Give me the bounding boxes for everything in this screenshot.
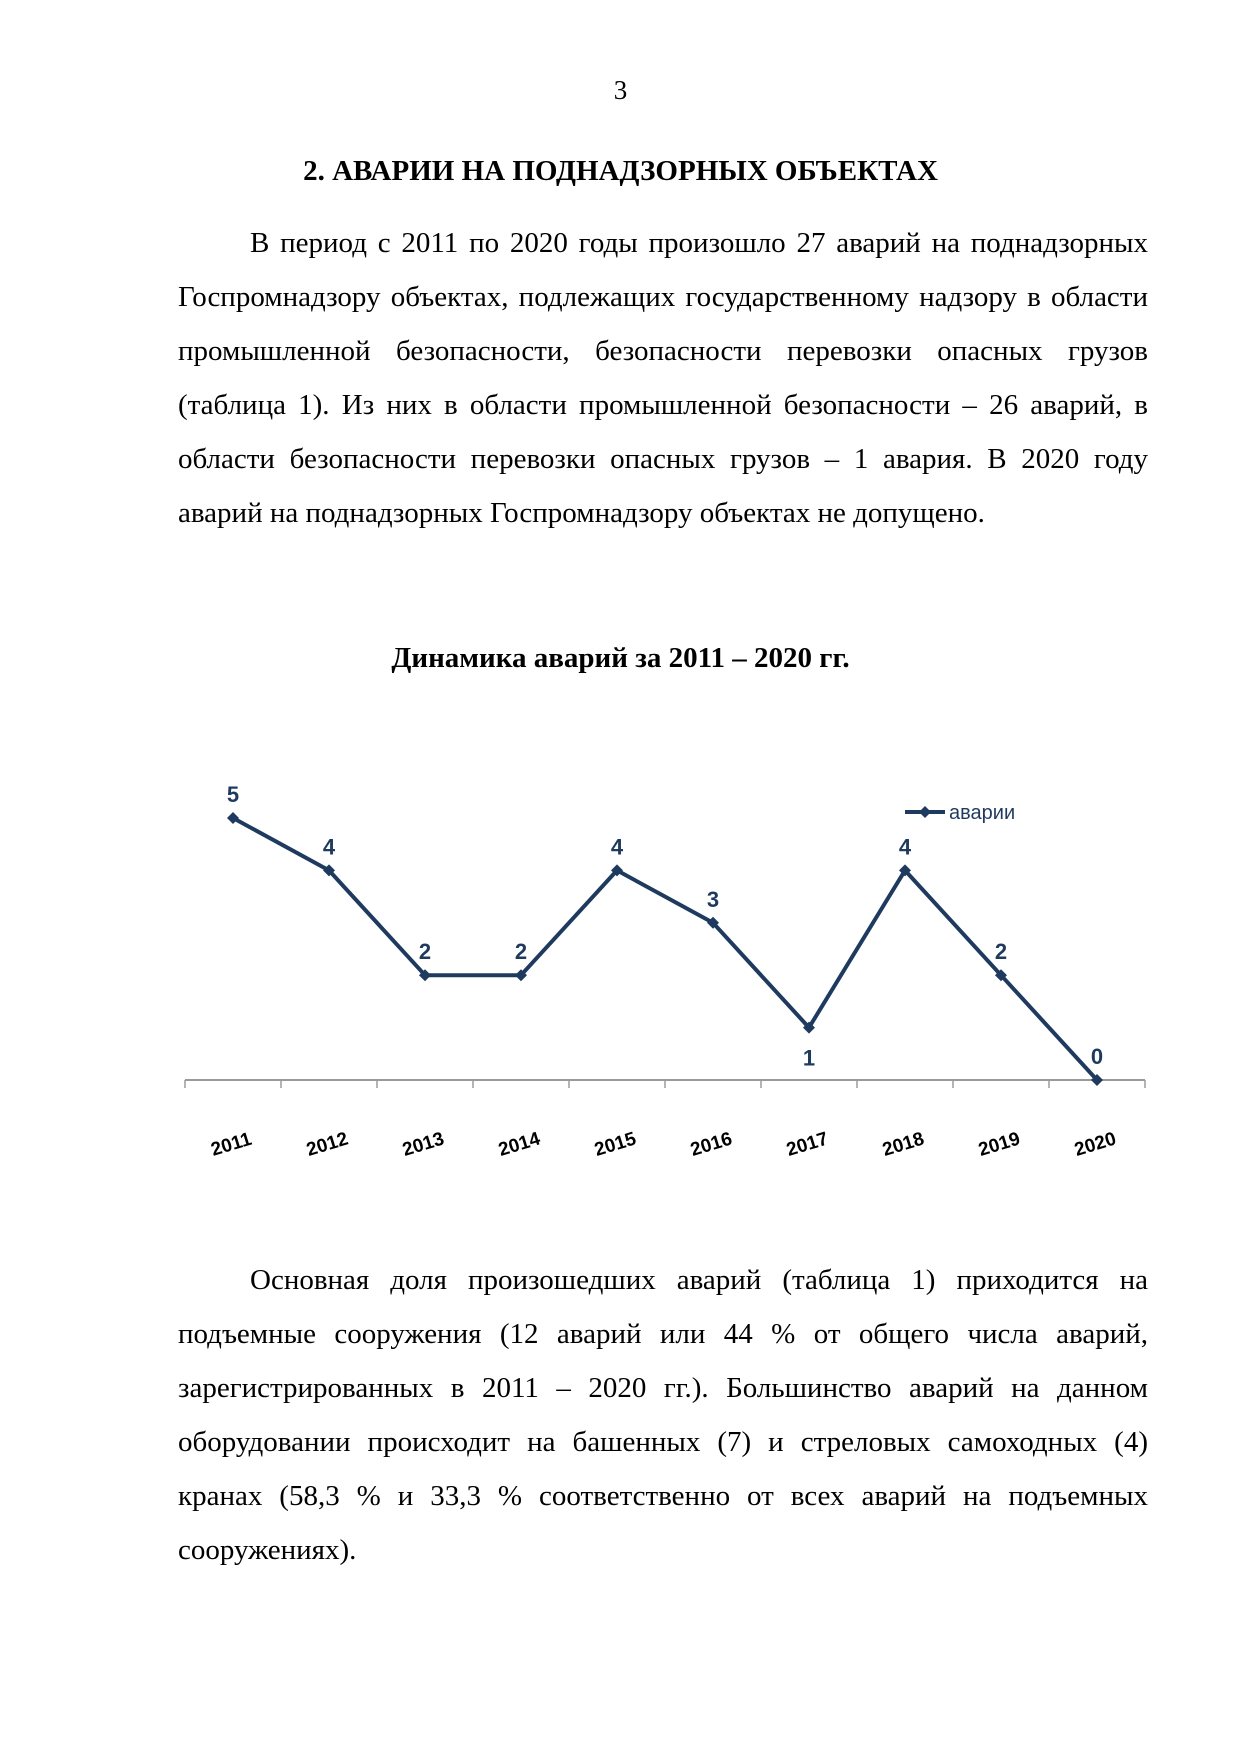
data-label: 0 <box>1090 1044 1104 1069</box>
data-label: 4 <box>898 834 912 860</box>
body-paragraph-2: Основная доля произошедших аварий (таблица 1) приходится на подъемные сооружения (12 аварий или 44 % от общего числа аварий, зарегистрированных в 2011 – 2020 гг.). Большинство аварий на данном оборудовании происходит на башенных (7) и стреловых самоходных (4) кранах (58,3 % и 33,3 % соответственно от всех аварий на подъемных сооружениях). <box>178 1264 1148 1566</box>
x-tick-label: 2015 <box>592 1128 639 1161</box>
x-tick-label: 2020 <box>1072 1128 1119 1161</box>
x-tick-label: 2019 <box>976 1128 1023 1161</box>
legend-marker <box>919 806 931 818</box>
series-line-avarii <box>233 818 1097 1080</box>
section-title: 2. АВАРИИ НА ПОДНАДЗОРНЫХ ОБЪЕКТАХ <box>303 155 938 187</box>
body-paragraph-1: В период с 2011 по 2020 годы произошло 27 аварий на поднадзорных Госпромнадзору объектах, подлежащих государственному надзору в области промышленной безопасности, безопасности перевозки опасных грузов (таблица 1). Из них в области промышленной безопасности – 26 аварий, в области безопасности перевозки опасных грузов – 1 авария. В 2020 году аварий на поднадзорных Госпромнадзору объектах не допущено. <box>178 227 1148 529</box>
data-label: 4 <box>610 834 624 860</box>
data-label: 5 <box>226 782 240 807</box>
data-label: 4 <box>322 834 336 860</box>
x-tick-label: 2011 <box>208 1128 255 1161</box>
data-label: 3 <box>706 886 720 912</box>
legend-label: аварии <box>949 802 1016 824</box>
x-tick-label: 2016 <box>688 1128 735 1161</box>
x-tick-label: 2013 <box>400 1128 447 1161</box>
x-tick-label: 2017 <box>784 1128 831 1161</box>
chart-title: Динамика аварий за 2011 – 2020 гг. <box>391 642 850 674</box>
accidents-line-chart <box>160 770 1160 1190</box>
data-label: 1 <box>802 1045 816 1071</box>
page-number: 3 <box>613 75 628 105</box>
data-label: 2 <box>514 939 528 965</box>
x-tick-label: 2014 <box>496 1128 543 1161</box>
data-label: 2 <box>418 939 432 965</box>
data-label: 2 <box>994 939 1008 965</box>
x-tick-label: 2012 <box>304 1128 351 1161</box>
x-tick-label: 2018 <box>880 1128 927 1161</box>
